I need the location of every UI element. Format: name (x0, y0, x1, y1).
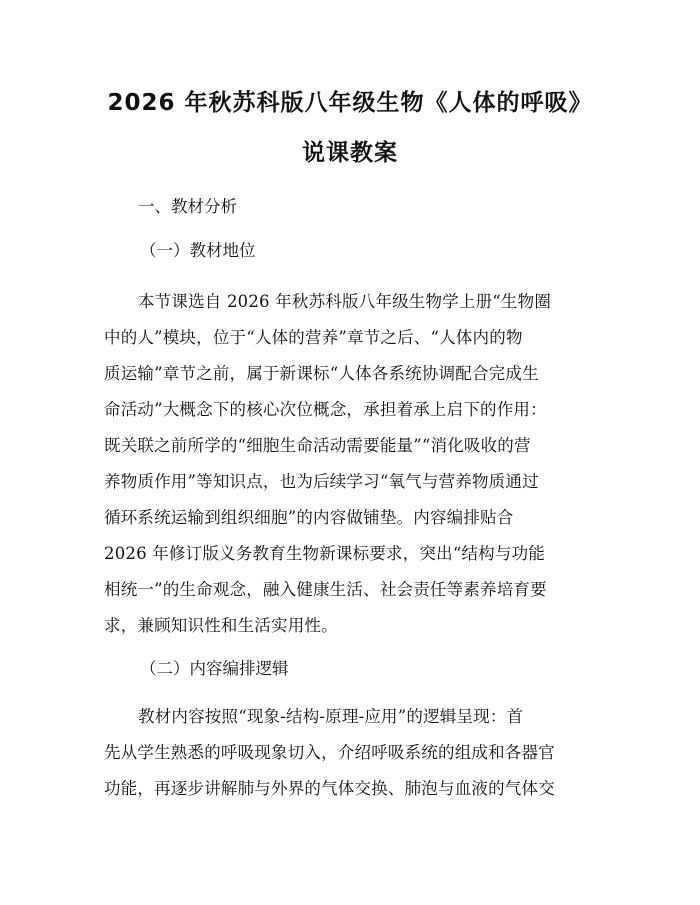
document-title-line-1: 2026 年秋苏科版八年级生物《人体的呼吸》 (107, 90, 593, 116)
section-heading-textbook-analysis: 一、教材分析 (138, 197, 237, 216)
paragraph-line: 命活动”大概念下的核心次位概念，承担着承上启下的作用： (104, 400, 547, 419)
document-title-line-2: 说课教案 (302, 140, 398, 166)
paragraph-line: 既关联之前所学的“细胞生命活动需要能量”“消化吸收的营 (104, 436, 531, 455)
paragraph-line: 功能，再逐步讲解肺与外界的气体交换、肺泡与血液的气体交 (104, 779, 555, 798)
paragraph-line: 教材内容按照“现象-结构-原理-应用”的逻辑呈现：首 (138, 707, 524, 726)
paragraph-line: 中的人”模块，位于“人体的营养”章节之后、“人体内的物 (104, 328, 523, 347)
paragraph-line: 养物质作用”等知识点，也为后续学习“氧气与营养物质通过 (104, 472, 539, 491)
paragraph-line: 本节课选自 2026 年秋苏科版八年级生物学上册“生物圈 (138, 292, 552, 311)
paragraph-line: 2026 年修订版义务教育生物新课标要求，突出“结构与功能 (104, 544, 545, 563)
paragraph-line: 相统一”的生命观念，融入健康生活、社会责任等素养培育要 (104, 580, 547, 599)
paragraph-line: 质运输”章节之前，属于新课标“人体各系统协调配合完成生 (104, 364, 539, 383)
paragraph-line: 求，兼顾知识性和生活实用性。 (104, 616, 338, 635)
paragraph-line: 先从学生熟悉的呼吸现象切入，介绍呼吸系统的组成和各器官 (104, 743, 555, 762)
subsection-heading-textbook-position: （一）教材地位 (140, 241, 256, 260)
subsection-heading-content-logic: （二）内容编排逻辑 (140, 659, 289, 678)
paragraph-line: 循环系统运输到组织细胞”的内容做铺垫。内容编排贴合 (104, 508, 514, 527)
